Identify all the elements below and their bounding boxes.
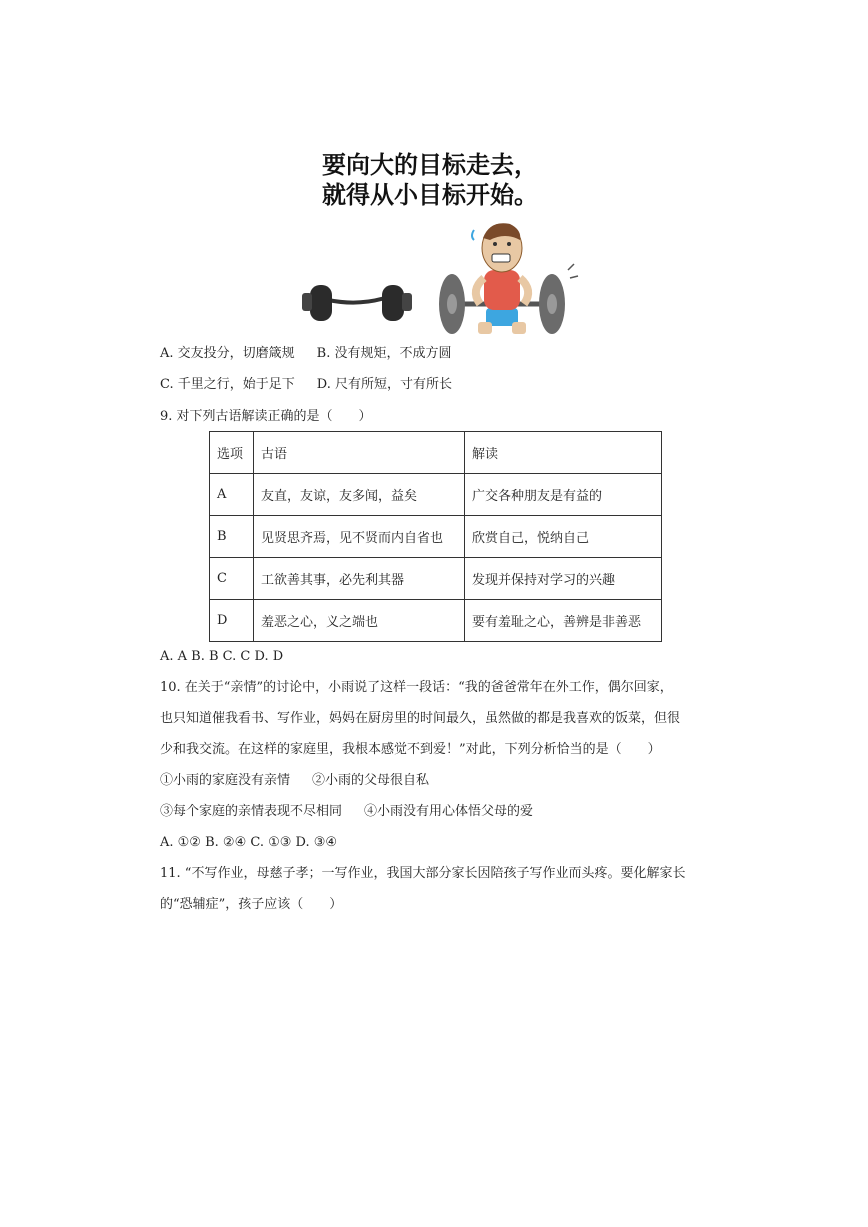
table-header-row	[210, 432, 662, 474]
table-cell: D	[210, 600, 254, 642]
q11-stem-line-2: 的“恐辅症”，孩子应该（ ）	[160, 897, 343, 912]
table-cell: 广交各种朋友是有益的	[465, 474, 662, 516]
q11-stem-line-1: 11. “不写作业，母慈子孝；一写作业，我国大部分家长因陪孩子写作业而头疼。要化解家长	[160, 866, 686, 881]
table-row	[210, 558, 662, 600]
q10-answer-options[interactable]: A. ①② B. ②④ C. ①③ D. ③④	[160, 835, 338, 850]
q8-option-c[interactable]: C. 千里之行，始于足下	[160, 377, 295, 392]
small-barbell-icon	[302, 285, 412, 321]
q9-answer-options[interactable]: A. A B. B C. C D. D	[160, 649, 284, 664]
table-cell: C	[210, 558, 254, 600]
table-header-cell: 解读	[465, 432, 662, 474]
q8-option-d[interactable]: D. 尺有所短，寸有所长	[316, 377, 452, 392]
slogan-line-1: 要向大的目标走去，	[322, 151, 538, 179]
table-header-cell: 选项	[210, 432, 254, 474]
table-cell: 要有羞耻之心，善辨是非善恶	[465, 600, 662, 642]
q9-table	[209, 431, 662, 642]
table-cell: 羞恶之心，义之端也	[254, 600, 465, 642]
q10-statement-2: ②小雨的父母很自私	[312, 773, 430, 788]
q8-option-b[interactable]: B. 没有规矩，不成方圆	[316, 346, 452, 361]
q8-option-a[interactable]: A. 交友投分，切磨箴规	[160, 346, 295, 361]
slogan-image-text	[300, 150, 560, 210]
table-row	[210, 474, 662, 516]
q10-stem-line-3: 少和我交流。在这样的家庭里，我根本感觉不到爱！”对此，下列分析恰当的是（ ）	[160, 742, 661, 757]
table-cell: 发现并保持对学习的兴趣	[465, 558, 662, 600]
lifter-character-icon	[439, 223, 578, 334]
q10-stem-line-1: 10. 在关于“亲情”的讨论中，小雨说了这样一段话：“我的爸爸常年在外工作，偶尔回家，	[160, 680, 673, 695]
weightlifting-illustration	[290, 208, 590, 338]
q10-statement-1: ①小雨的家庭没有亲情	[160, 773, 291, 788]
table-row	[210, 516, 662, 558]
q8-options-row-2	[160, 376, 452, 394]
q10-statement-4: ④小雨没有用心体悟父母的爱	[364, 804, 534, 819]
slogan-line-2: 就得从小目标开始。	[322, 181, 538, 209]
q10-statements-row-2	[160, 803, 533, 821]
table-cell: B	[210, 516, 254, 558]
q10-statements-row-1	[160, 772, 429, 790]
q9-stem: 9. 对下列古语解读正确的是（ ）	[160, 409, 372, 424]
q8-options-row-1	[160, 345, 451, 363]
table-cell: 见贤思齐焉，见不贤而内自省也	[254, 516, 465, 558]
table-header-cell: 古语	[254, 432, 465, 474]
table-row	[210, 600, 662, 642]
table-cell: 工欲善其事，必先利其器	[254, 558, 465, 600]
table-cell: A	[210, 474, 254, 516]
table-cell: 欣赏自己，悦纳自己	[465, 516, 662, 558]
q10-statement-3: ③每个家庭的亲情表现不尽相同	[160, 804, 343, 819]
table-cell: 友直，友谅，友多闻，益矣	[254, 474, 465, 516]
q10-stem-line-2: 也只知道催我看书、写作业，妈妈在厨房里的时间最久，虽然做的都是我喜欢的饭菜，但很	[160, 711, 681, 726]
